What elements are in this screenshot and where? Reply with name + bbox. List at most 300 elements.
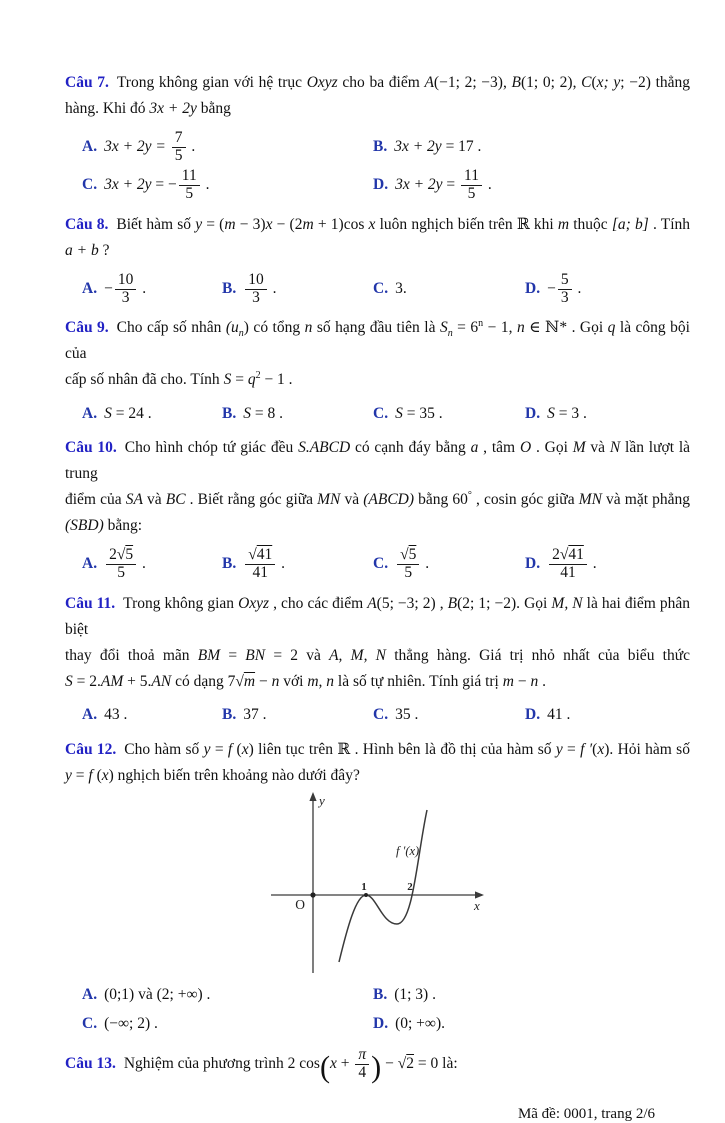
- option-letter: D.: [525, 706, 541, 724]
- text-run: (−∞; 2): [104, 1015, 151, 1033]
- text-run: m: [502, 672, 514, 690]
- option-row: [65, 128, 690, 166]
- curve-label: f ′(x): [396, 843, 420, 858]
- text-run: 5: [117, 564, 125, 582]
- text-run: (0; +∞): [395, 1015, 442, 1033]
- option-letter: B.: [222, 555, 237, 573]
- text-run: .: [187, 137, 196, 155]
- text-run: =: [562, 740, 581, 758]
- text-run: S: [65, 672, 73, 690]
- text-run: và mặt phẳng: [601, 491, 690, 509]
- text-run: .: [268, 279, 277, 297]
- text-run: 41 .: [547, 706, 571, 724]
- superscript: °: [467, 490, 472, 502]
- text-run: Cho hàm số: [124, 740, 204, 758]
- option-letter: A.: [82, 279, 98, 297]
- text-run: = 2 và: [265, 646, 330, 664]
- text-run: =: [220, 646, 246, 664]
- text-run: . Tính: [648, 215, 691, 233]
- option-letter: B.: [373, 986, 388, 1004]
- text-run: 41: [252, 564, 268, 582]
- text-run: O: [519, 439, 532, 457]
- option-row: [65, 1010, 690, 1039]
- text-run: 37 .: [243, 706, 267, 724]
- text-run: là công bội của: [65, 319, 690, 363]
- fraction: [397, 547, 419, 581]
- text-run: f: [227, 740, 233, 758]
- text-run: MN: [317, 491, 341, 509]
- origin-point: [310, 892, 315, 897]
- text-run: .: [150, 1015, 158, 1033]
- text-run: =: [71, 766, 89, 784]
- options: [65, 270, 690, 308]
- question-line: [65, 513, 690, 539]
- subscript: n: [447, 328, 453, 340]
- question-10: [65, 435, 690, 583]
- text-run: ; −2): [620, 74, 651, 91]
- text-run: 7: [174, 129, 183, 146]
- text-run: [a; b]: [611, 215, 649, 233]
- text-run: điểm của: [65, 491, 126, 509]
- question-label: Câu 13.: [65, 1054, 116, 1072]
- text-run: = −: [151, 176, 177, 194]
- option-row: [65, 981, 690, 1010]
- option-letter: A.: [82, 137, 98, 155]
- text-run: f ′: [580, 740, 593, 758]
- radical: √41: [248, 546, 273, 564]
- text-run: 60: [452, 491, 468, 509]
- radical: √5: [116, 546, 134, 564]
- text-run: .: [573, 279, 582, 297]
- text-run: 3x + 2y: [104, 176, 152, 194]
- text-run: =: [231, 371, 248, 389]
- option-letter: A.: [82, 986, 98, 1004]
- text-run: có tổng: [248, 319, 305, 337]
- text-run: .: [277, 555, 285, 573]
- option-b: [222, 706, 373, 724]
- question-line: [65, 315, 690, 367]
- text-run: = 2.: [72, 672, 101, 690]
- text-run: 3x + 2y: [394, 138, 442, 156]
- text-run: Nghiệm của phương trình 2 cos: [123, 1054, 320, 1072]
- text-run: (ABCD): [363, 491, 415, 509]
- text-run: 11: [181, 167, 197, 185]
- question-line: [65, 669, 690, 695]
- text-run: ): [243, 319, 249, 337]
- fraction: [245, 272, 267, 306]
- text-run: .: [483, 176, 492, 194]
- question-line: [65, 435, 690, 487]
- option-letter: C.: [373, 280, 389, 298]
- options: [65, 701, 690, 730]
- text-run: S: [104, 404, 112, 422]
- text-run: cho ba điểm: [337, 74, 425, 91]
- text-run: Trong không gian: [123, 594, 239, 612]
- text-run: AN: [151, 672, 172, 690]
- text-run: + 5.: [123, 672, 152, 690]
- text-run: (: [591, 74, 597, 91]
- text-run: với: [279, 672, 308, 690]
- text-run: Biết hàm số: [116, 215, 196, 233]
- y-axis-label: y: [319, 792, 325, 808]
- text-run: A: [424, 74, 434, 91]
- text-run: m, n: [307, 672, 335, 690]
- text-run: x: [330, 1054, 337, 1072]
- derivative-graph: [255, 791, 690, 975]
- text-run: . Gọi: [531, 439, 573, 457]
- option-letter: D.: [525, 279, 541, 297]
- text-run: có dạng 7: [171, 672, 236, 690]
- text-run: .: [421, 555, 430, 573]
- text-run: (u: [225, 319, 239, 337]
- text-run: thay đổi thoả mãn: [65, 646, 198, 664]
- fraction: [245, 547, 275, 581]
- text-run: 5: [404, 564, 413, 582]
- text-run: 35 .: [395, 706, 419, 724]
- text-run: (: [92, 766, 102, 784]
- text-run: ) nghịch biến trên khoảng nào dưới đây?: [108, 766, 360, 784]
- text-run: 2: [552, 546, 560, 564]
- text-run: 3: [121, 288, 130, 306]
- option-d: [373, 167, 690, 203]
- option-b: [222, 271, 373, 307]
- text-run: 5: [408, 546, 417, 564]
- fraction: [106, 547, 136, 581]
- question-12: [65, 737, 690, 1039]
- text-run: x: [241, 740, 249, 758]
- text-run: x: [368, 215, 376, 233]
- text-run: ,: [572, 74, 582, 91]
- option-b: [373, 138, 690, 156]
- option-letter: D.: [525, 555, 541, 573]
- text-run: . Gọi: [516, 594, 552, 612]
- text-run: MN: [578, 491, 602, 509]
- question-line: [65, 737, 690, 763]
- option-letter: B.: [373, 138, 388, 156]
- text-run: A: [367, 594, 377, 612]
- text-run: ). Hỏi hàm số: [604, 740, 690, 758]
- text-run: , cosin góc giữa: [471, 491, 579, 509]
- tick-label-1: 1: [361, 880, 367, 893]
- text-run: 5: [185, 185, 194, 203]
- text-run: .: [588, 555, 597, 573]
- text-run: AM: [100, 672, 124, 690]
- option-letter: C.: [82, 1015, 98, 1033]
- text-run: (: [232, 740, 242, 758]
- option-d: [373, 1015, 690, 1033]
- text-run: x; y: [596, 74, 621, 91]
- question-label: Câu 10.: [65, 439, 117, 457]
- text-run: − (2: [272, 215, 303, 233]
- text-run: a: [470, 439, 479, 457]
- text-run: n: [530, 672, 539, 690]
- text-run: n: [271, 672, 280, 690]
- text-run: S: [395, 404, 403, 422]
- question-label: Câu 8.: [65, 215, 109, 233]
- superscript: n: [478, 318, 484, 330]
- text-run: Oxyz: [306, 74, 338, 91]
- text-run: N: [609, 439, 621, 457]
- text-run: y: [195, 215, 203, 233]
- text-run: bằng: [196, 100, 231, 117]
- question-11: [65, 591, 690, 730]
- x-axis-label: x: [474, 897, 480, 913]
- text-run: = 17 .: [441, 138, 482, 156]
- text-run: (−1; 2; −3): [433, 74, 503, 91]
- question-8: [65, 212, 690, 308]
- text-run: (5; −3; 2): [376, 594, 436, 612]
- text-run: BM: [197, 646, 221, 664]
- tick-label-2: 2: [407, 880, 413, 893]
- text-run: = 6: [452, 319, 479, 337]
- text-run: q: [247, 371, 256, 389]
- question-label: Câu 12.: [65, 740, 117, 758]
- text-run: +: [336, 1054, 354, 1072]
- text-run: , tâm: [478, 439, 520, 457]
- option-d: [525, 405, 690, 423]
- text-run: S.ABCD: [298, 439, 351, 457]
- option-b: [373, 986, 690, 1004]
- text-run: (: [592, 740, 598, 758]
- text-run: .: [441, 1015, 445, 1033]
- text-run: M: [572, 439, 586, 457]
- option-b: [222, 546, 373, 582]
- radical: √5: [400, 546, 417, 564]
- text-run: 41: [568, 546, 584, 564]
- text-run: S: [243, 404, 251, 422]
- question-line: [65, 487, 690, 513]
- text-run: ?: [98, 241, 110, 259]
- text-run: y: [203, 740, 211, 758]
- text-run: 3: [252, 288, 260, 306]
- text-run: + 1)cos: [313, 215, 369, 233]
- text-run: − 1 .: [260, 371, 293, 389]
- text-run: bằng:: [103, 517, 143, 535]
- text-run: (0;1): [104, 986, 135, 1004]
- question-9: [65, 315, 690, 428]
- text-run: và: [585, 439, 610, 457]
- options: [65, 981, 690, 1039]
- text-run: lần lượt là trung: [65, 439, 691, 483]
- option-letter: D.: [373, 176, 389, 194]
- text-run: thuộc: [569, 215, 612, 233]
- option-c: [82, 1015, 373, 1033]
- touch-point-x1: [364, 893, 368, 897]
- text-run: 11: [464, 167, 479, 185]
- text-run: x: [101, 766, 109, 784]
- text-run: q: [607, 319, 616, 337]
- text-run: là số tự nhiên. Tính giá trị: [334, 672, 503, 690]
- radical: √41: [559, 546, 584, 564]
- text-run: C: [581, 74, 592, 91]
- option-letter: A.: [82, 555, 98, 573]
- option-row: [65, 701, 690, 730]
- text-run: 5: [174, 146, 183, 164]
- text-run: .: [138, 555, 146, 573]
- text-run: B: [447, 594, 458, 612]
- text-run: 3x + 2y =: [104, 137, 170, 155]
- option-letter: B.: [222, 404, 237, 422]
- question-line: [65, 96, 690, 122]
- fraction: [355, 1047, 369, 1081]
- text-run: ) liên tục trên ℝ . Hình bên là đồ thị của hàm số: [248, 740, 556, 758]
- option-letter: B.: [222, 706, 237, 724]
- option-d: [525, 706, 690, 724]
- text-run: 41: [560, 564, 576, 582]
- text-run: ∈ ℕ* . Gọi: [524, 319, 608, 337]
- text-run: m: [557, 215, 570, 233]
- text-run: (2; +∞): [156, 986, 203, 1004]
- text-run: x: [597, 740, 605, 758]
- text-run: số hạng đầu tiên là: [312, 319, 440, 337]
- text-run: , cho các điểm: [269, 594, 368, 612]
- text-run: ,: [435, 594, 448, 612]
- text-run: y: [555, 740, 563, 758]
- question-label: Câu 11.: [65, 594, 116, 612]
- option-letter: C.: [373, 555, 389, 573]
- option-letter: C.: [82, 176, 98, 194]
- text-run: B: [511, 74, 521, 91]
- text-run: 3x + 2y: [149, 100, 197, 117]
- option-d: [525, 546, 690, 582]
- text-run: . Biết rằng góc giữa: [185, 491, 318, 509]
- option-c: [373, 706, 525, 724]
- text-run: thẳng: [650, 74, 691, 91]
- fprime-curve: [339, 810, 427, 962]
- text-run: là hai điểm phân biệt: [65, 594, 691, 638]
- text-run: x: [265, 215, 273, 233]
- option-c: [373, 546, 525, 582]
- text-run: − 1,: [483, 319, 517, 337]
- question-line: [65, 70, 690, 96]
- subscript: n: [238, 328, 244, 340]
- text-run: (2; 1; −2): [457, 594, 517, 612]
- y-axis-arrow-icon: [309, 792, 316, 801]
- option-d: [525, 271, 690, 307]
- options: [65, 399, 690, 428]
- option-letter: B.: [222, 279, 237, 297]
- fraction: [179, 168, 200, 202]
- text-run: .: [138, 279, 147, 297]
- text-run: cấp số nhân đã cho. Tính: [65, 371, 224, 389]
- question-line: [65, 591, 690, 643]
- text-run: =: [210, 740, 228, 758]
- text-run: thẳng hàng. Giá trị nhỏ nhất của biểu thức: [386, 646, 690, 664]
- options: [65, 128, 690, 205]
- option-row: [65, 270, 690, 308]
- fraction: [172, 130, 186, 164]
- text-run: n: [516, 319, 525, 337]
- text-run: = 35 .: [402, 404, 443, 422]
- option-row: [65, 399, 690, 428]
- option-letter: D.: [525, 404, 541, 422]
- text-run: (1; 0; 2): [521, 74, 573, 91]
- text-run: 43 .: [104, 706, 128, 724]
- text-run: 3.: [395, 280, 407, 298]
- question-line: [65, 212, 690, 238]
- radical: √2: [397, 1054, 415, 1072]
- text-run: −: [513, 672, 531, 690]
- option-c: [82, 167, 373, 203]
- option-b: [222, 405, 373, 423]
- superscript: 2: [255, 370, 261, 382]
- origin-label: O: [295, 896, 305, 912]
- option-row: [65, 166, 690, 204]
- option-row: [65, 545, 690, 583]
- option-letter: C.: [373, 404, 389, 422]
- question-line: Câu 13. Nghiệm của phương trình 2 cos(x + $\frac{\pi}{4}$ ) − √2 = 0 là:: [65, 1045, 458, 1085]
- question-line: [65, 238, 690, 264]
- text-run: −: [547, 279, 556, 297]
- options: [65, 545, 690, 583]
- text-run: −: [255, 672, 272, 690]
- text-run: − 3): [235, 215, 266, 233]
- text-run: 41: [256, 546, 273, 564]
- text-run: 2: [109, 546, 117, 564]
- question-label: Câu 7.: [65, 74, 109, 91]
- text-run: 10: [117, 270, 134, 288]
- text-run: π: [358, 1045, 367, 1063]
- text-run: 5: [467, 185, 476, 203]
- text-run: 10: [248, 270, 264, 288]
- text-run: Trong không gian với hệ trục: [116, 74, 307, 91]
- fraction: [461, 168, 482, 202]
- option-a: [82, 129, 373, 165]
- text-run: −: [104, 279, 113, 297]
- option-letter: D.: [373, 1015, 389, 1033]
- option-letter: A.: [82, 706, 98, 724]
- text-run: BN: [245, 646, 266, 664]
- option-a: [82, 546, 222, 582]
- text-run: Cho hình chóp tứ giác đều: [124, 439, 299, 457]
- question-line: [65, 643, 690, 669]
- option-c: [373, 405, 525, 423]
- option-letter: A.: [82, 404, 98, 422]
- text-run: hàng. Khi đó: [65, 100, 150, 117]
- text-run: và: [134, 986, 157, 1004]
- text-run: 3x + 2y: [395, 176, 443, 194]
- question-line: [65, 367, 690, 393]
- text-run: M, N: [551, 594, 583, 612]
- option-c: [373, 280, 525, 298]
- text-run: S: [547, 404, 555, 422]
- text-run: A, M, N: [329, 646, 386, 664]
- text-run: ,: [502, 74, 512, 91]
- question-7: [65, 70, 690, 205]
- question-13: [65, 1045, 690, 1085]
- text-run: .: [428, 986, 436, 1004]
- text-run: .: [538, 672, 546, 690]
- text-run: −: [381, 1054, 398, 1072]
- text-run: 5: [560, 270, 569, 288]
- option-a: [82, 706, 222, 724]
- radical: √m: [235, 672, 256, 690]
- text-run: 5: [125, 546, 134, 564]
- text-run: có cạnh đáy bằng: [350, 439, 471, 457]
- text-run: = (: [202, 215, 225, 233]
- text-run: BC: [165, 491, 186, 509]
- text-run: luôn nghịch biến trên ℝ khi: [375, 215, 558, 233]
- text-run: 3: [560, 288, 569, 306]
- fraction: [549, 547, 587, 581]
- text-run: S: [223, 371, 232, 389]
- text-run: (SBD): [65, 517, 104, 535]
- text-run: 2: [406, 1054, 415, 1072]
- text-run: m: [302, 215, 314, 233]
- page-footer: Mã đề: 0001, trang 2/6: [517, 1106, 655, 1123]
- option-a: [82, 986, 373, 1004]
- option-letter: C.: [373, 706, 389, 724]
